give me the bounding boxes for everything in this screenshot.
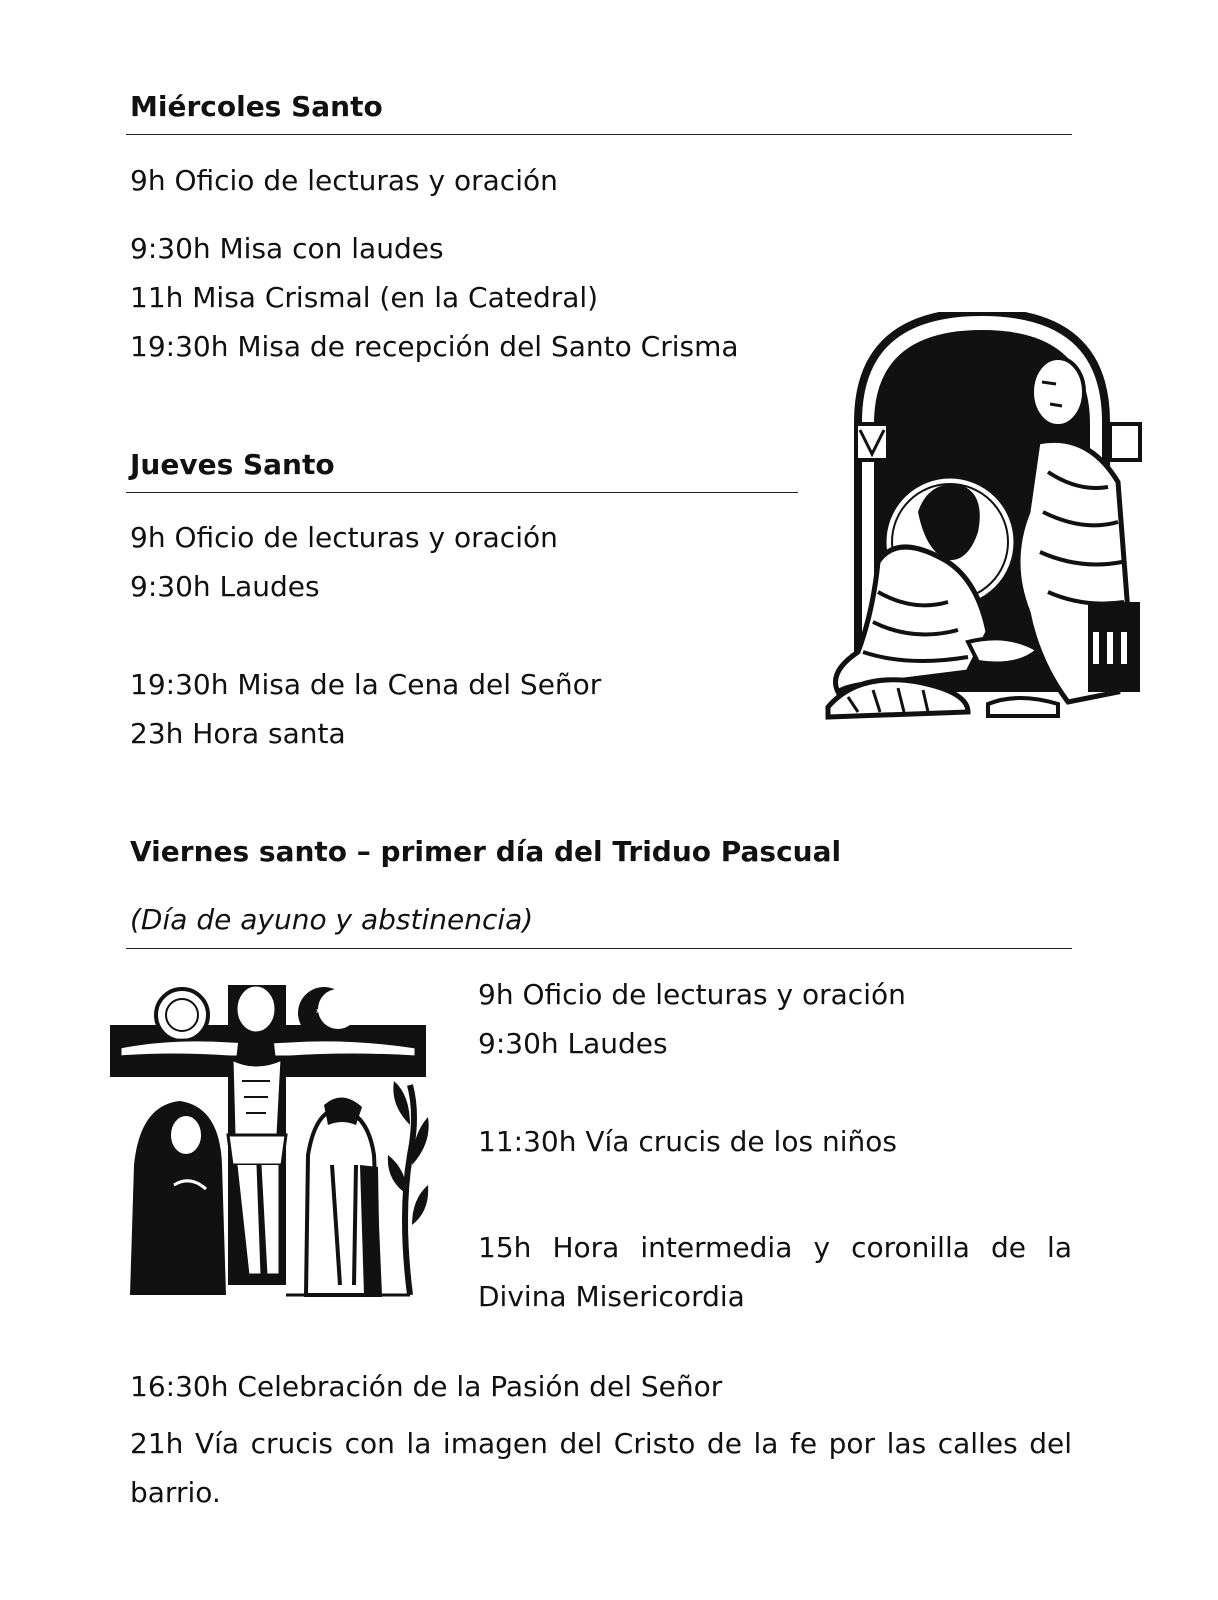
thursday-item-2: 9:30h Laudes	[130, 570, 320, 603]
wednesday-item-2: 9:30h Misa con laudes	[130, 232, 444, 265]
thursday-title: Jueves Santo	[130, 448, 335, 481]
wednesday-item-3: 11h Misa Crismal (en la Catedral)	[130, 281, 599, 314]
wednesday-rule	[126, 134, 1072, 135]
thursday-item-3: 19:30h Misa de la Cena del Señor	[130, 668, 602, 701]
friday-item-3: 11:30h Vía crucis de los niños	[478, 1125, 897, 1158]
friday-rule	[126, 948, 1072, 949]
friday-item-4: 15h Hora intermedia y coronilla de la Divina Misericordia	[478, 1231, 1072, 1313]
thursday-rule	[126, 492, 798, 493]
friday-item-2: 9:30h Laudes	[478, 1027, 668, 1060]
crucifixion-illustration	[110, 985, 430, 1305]
friday-item-5: 16:30h Celebración de la Pasión del Señor	[130, 1370, 723, 1403]
friday-item-1: 9h Oficio de lecturas y oración	[478, 978, 906, 1011]
wednesday-item-4: 19:30h Misa de recepción del Santo Crisma	[130, 330, 739, 363]
friday-title: Viernes santo – primer día del Triduo Pascual	[130, 835, 842, 868]
wednesday-title: Miércoles Santo	[130, 90, 383, 123]
thursday-item-4: 23h Hora santa	[130, 717, 346, 750]
wednesday-item-1: 9h Oficio de lecturas y oración	[130, 164, 558, 197]
thursday-item-1: 9h Oficio de lecturas y oración	[130, 521, 558, 554]
friday-note: (Día de ayuno y abstinencia)	[130, 903, 534, 936]
friday-item-6: 21h Vía crucis con la imagen del Cristo de la fe por las calles del barrio.	[130, 1427, 1072, 1509]
foot-washing-illustration	[818, 312, 1146, 722]
